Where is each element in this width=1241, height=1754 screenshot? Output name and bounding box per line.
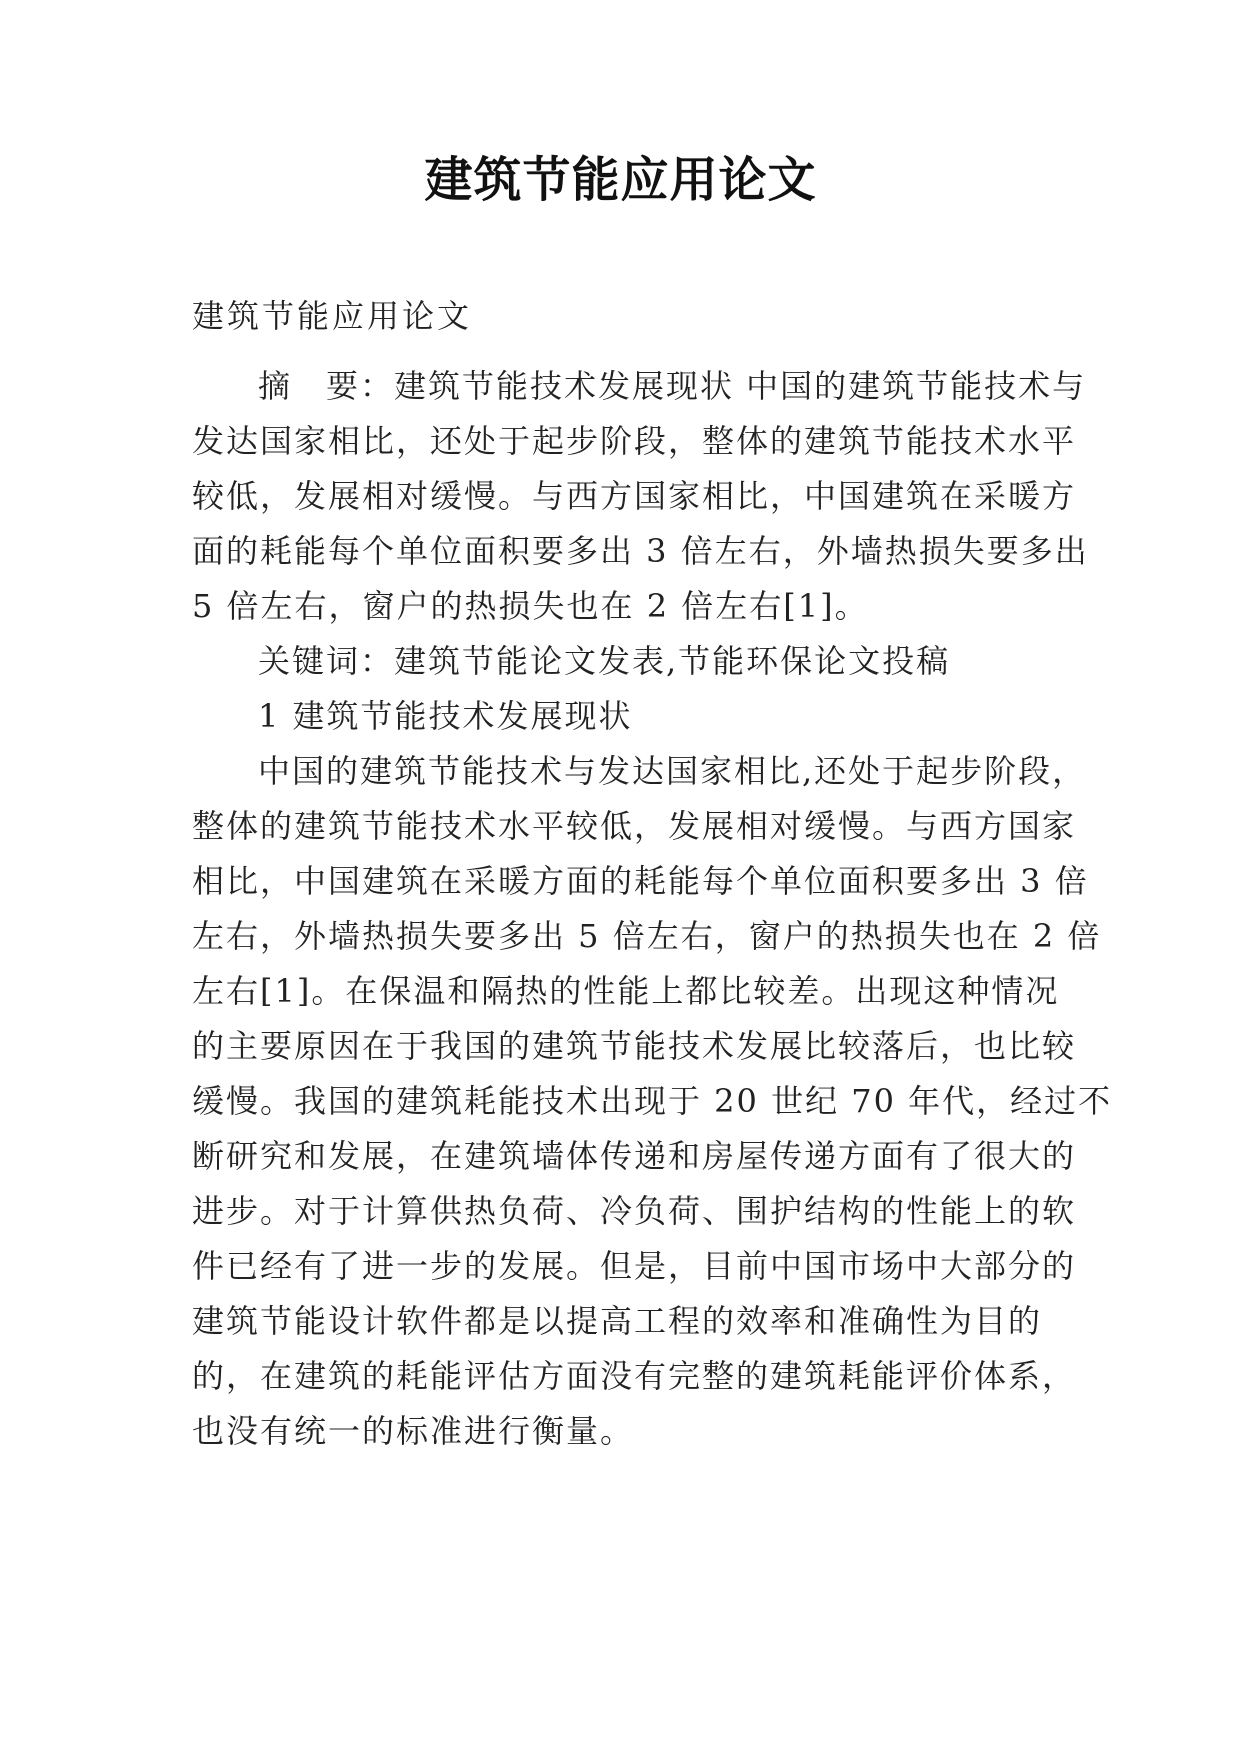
body-line: 中国的建筑节能技术与发达国家相比,还处于起步阶段， xyxy=(258,752,1087,790)
body-line: 左右[1]。在保温和隔热的性能上都比较差。出现这种情况 xyxy=(192,972,1060,1010)
document-subtitle: 建筑节能应用论文 xyxy=(192,297,473,335)
body-line: 建筑节能设计软件都是以提高工程的效率和准确性为目的 xyxy=(192,1302,1043,1340)
abstract-line: 较低，发展相对缓慢。与西方国家相比，中国建筑在采暖方 xyxy=(192,477,1077,515)
abstract-line: 摘 要：建筑节能技术发展现状 中国的建筑节能技术与 xyxy=(258,367,1087,405)
body-line: 的主要原因在于我国的建筑节能技术发展比较落后，也比较 xyxy=(192,1027,1077,1065)
body-line: 相比，中国建筑在采暖方面的耗能每个单位面积要多出 3 倍 xyxy=(192,862,1089,900)
document-title: 建筑节能应用论文 xyxy=(424,152,817,208)
body-line: 缓慢。我国的建筑耗能技术出现于 20 世纪 70 年代，经过不 xyxy=(192,1082,1113,1120)
keywords-line: 关键词：建筑节能论文发表,节能环保论文投稿 xyxy=(258,642,951,680)
body-line: 的，在建筑的耗能评估方面没有完整的建筑耗能评价体系， xyxy=(192,1357,1077,1395)
body-line: 也没有统一的标准进行衡量。 xyxy=(192,1412,635,1450)
abstract-line: 面的耗能每个单位面积要多出 3 倍左右，外墙热损失要多出 xyxy=(192,532,1089,570)
body-line: 进步。对于计算供热负荷、冷负荷、围护结构的性能上的软 xyxy=(192,1192,1077,1230)
section-heading: 1 建筑节能技术发展现状 xyxy=(258,697,633,735)
abstract-line: 5 倍左右，窗户的热损失也在 2 倍左右[1]。 xyxy=(192,587,869,625)
body-line: 断研究和发展，在建筑墙体传递和房屋传递方面有了很大的 xyxy=(192,1137,1077,1175)
body-line: 件已经有了进一步的发展。但是，目前中国市场中大部分的 xyxy=(192,1247,1077,1285)
abstract-line: 发达国家相比，还处于起步阶段，整体的建筑节能技术水平 xyxy=(192,422,1077,460)
body-line: 左右，外墙热损失要多出 5 倍左右，窗户的热损失也在 2 倍 xyxy=(192,917,1102,955)
body-line: 整体的建筑节能技术水平较低，发展相对缓慢。与西方国家 xyxy=(192,807,1077,845)
